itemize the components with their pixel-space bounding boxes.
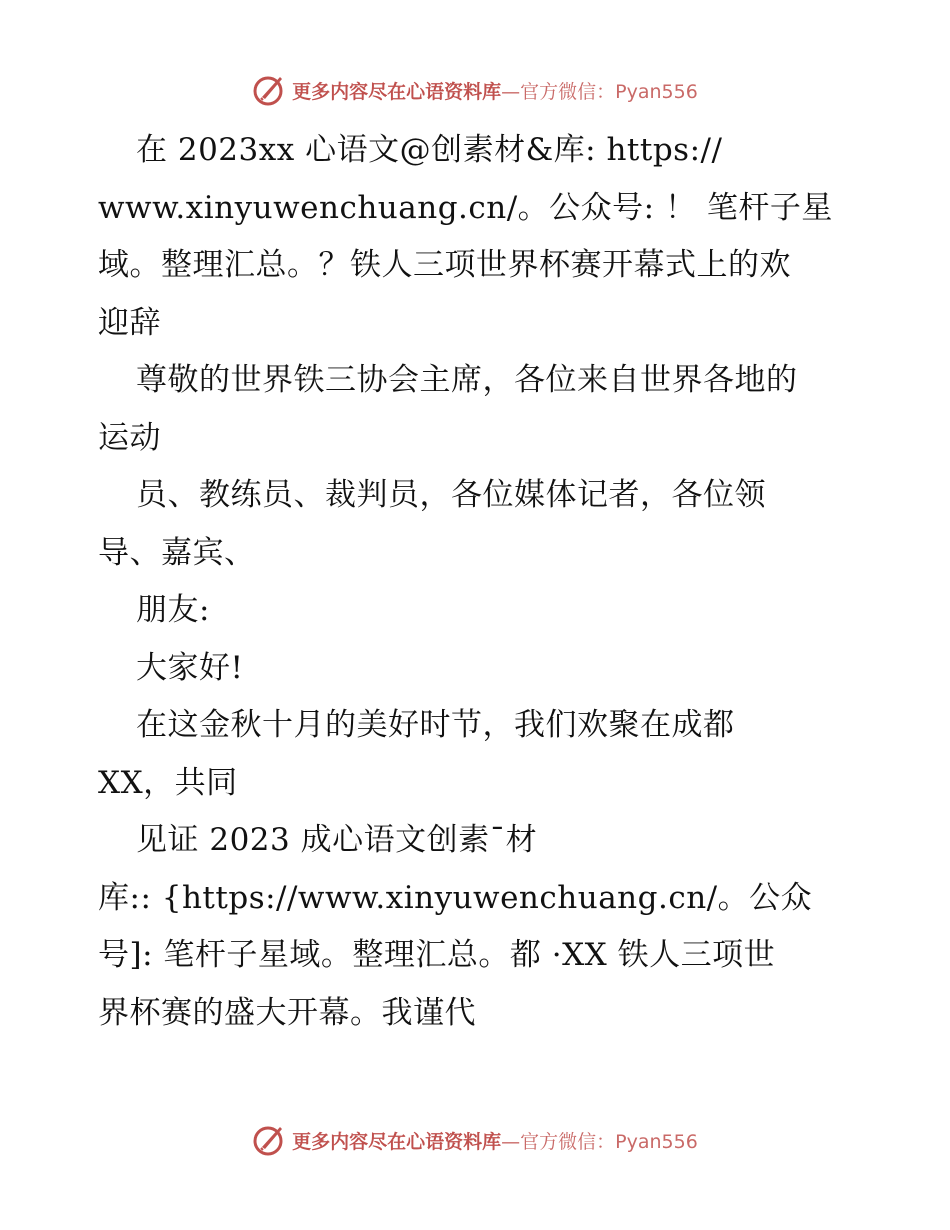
- text-line: 尊敬的世界铁三协会主席，各位来自世界各地的: [136, 362, 798, 398]
- text-line: XX，共同: [98, 764, 238, 801]
- header-banner: [0, 70, 950, 110]
- text-line: 界杯赛的盛大开幕。我谨代: [98, 994, 476, 1031]
- text-line: www.xinyuwenchuang.cn/。公众号: ！ 笔杆子星: [98, 189, 833, 226]
- text-line: 朋友:: [136, 592, 210, 628]
- text-line: 见证 2023 成心语文创素¯材: [136, 822, 538, 858]
- footer-banner: [0, 1120, 950, 1160]
- text-line: 域。整理汇总。？铁人三项世界杯赛开幕式上的欢: [98, 247, 791, 283]
- quill-logo-icon: [252, 73, 286, 107]
- text-line: 在 2023xx 心语文@创素材&库: https://: [136, 132, 723, 168]
- text-line: 大家好!: [136, 649, 244, 686]
- text-line: 库:: {https://www.xinyuwenchuang.cn/。公众: [98, 879, 813, 916]
- banner-wechat-text: —官方微信：Pyan556: [501, 1130, 698, 1153]
- banner-site-text: 更多内容尽在心语资料库: [292, 1130, 502, 1153]
- text-line: 迎辞: [98, 304, 161, 341]
- banner-wechat-text: —官方微信：Pyan556: [501, 80, 698, 103]
- document-body: [98, 122, 858, 1042]
- text-line: 导、嘉宾、: [98, 534, 256, 571]
- quill-logo-icon: [252, 1123, 286, 1157]
- text-line: 号]: 笔杆子星域。整理汇总。都 ·XX 铁人三项世: [98, 937, 776, 973]
- text-line: 在这金秋十月的美好时节，我们欢聚在成都: [136, 707, 735, 743]
- text-line: 运动: [98, 419, 161, 456]
- text-line: 员、教练员、裁判员，各位媒体记者，各位领: [136, 477, 766, 513]
- banner-site-text: 更多内容尽在心语资料库: [292, 80, 502, 103]
